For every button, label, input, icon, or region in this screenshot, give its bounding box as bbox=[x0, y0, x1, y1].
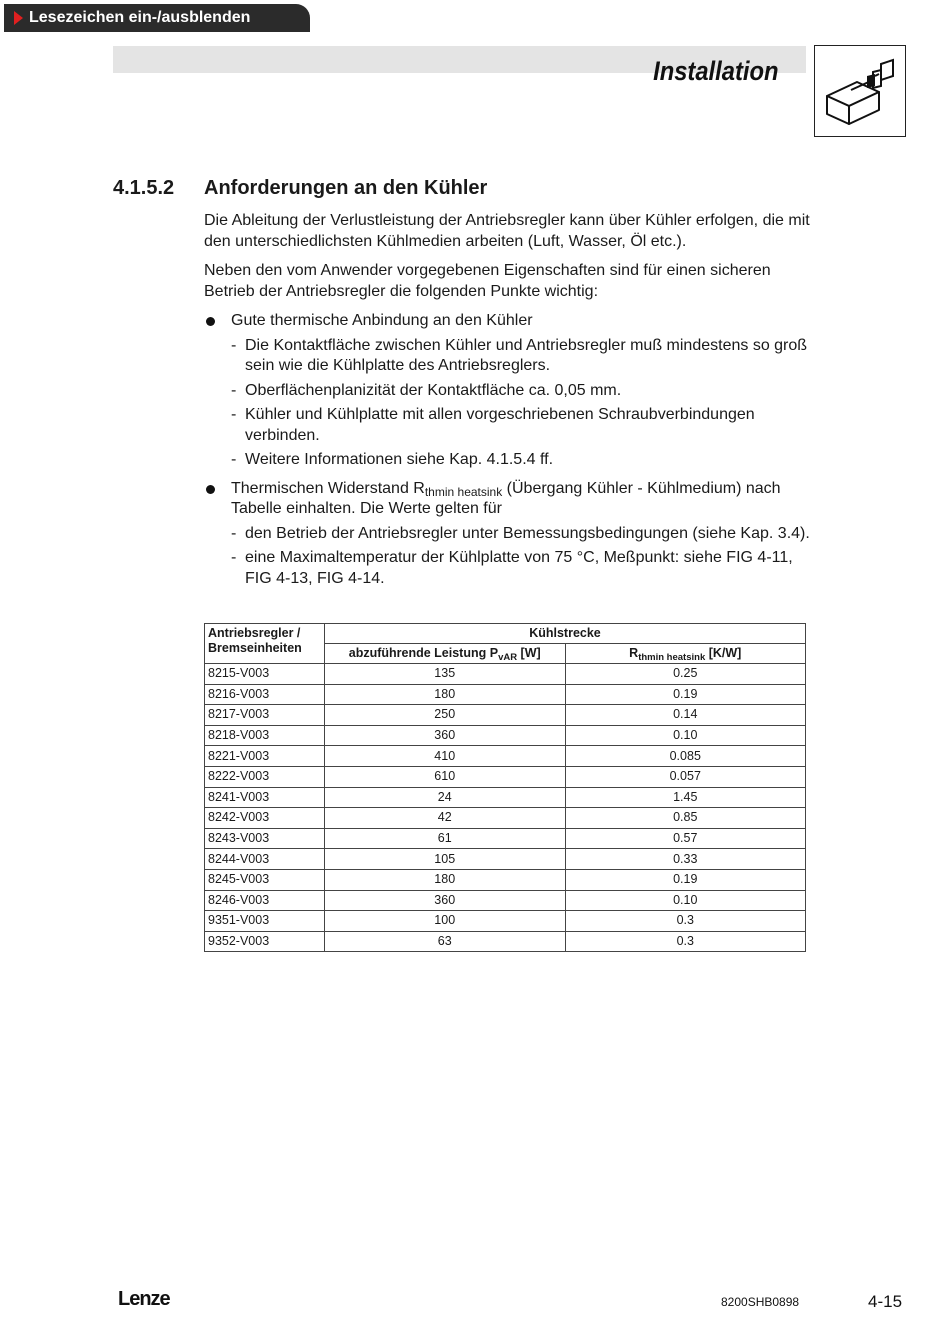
red-arrow-icon bbox=[14, 11, 23, 25]
table-row bbox=[205, 911, 806, 932]
cell-power: 180 bbox=[324, 869, 565, 890]
cell-resistance: 0.14 bbox=[565, 705, 805, 726]
cell-controller: 8221-V003 bbox=[205, 746, 325, 767]
bullet-item-2 bbox=[204, 479, 814, 520]
bullet-2-post: (Übergang Kühler - Kühlmedium) nach Tabelle einhalten. Die Werte gelten für bbox=[231, 479, 781, 517]
cell-power: 410 bbox=[324, 746, 565, 767]
list-item: - Die Kontaktfläche zwischen Kühler und Antriebsregler muß mindestens so groß sein wie die Kühlplatte des Antriebsreglers. bbox=[231, 336, 808, 374]
section-heading bbox=[113, 177, 487, 200]
cell-power: 63 bbox=[324, 931, 565, 952]
cell-power: 610 bbox=[324, 766, 565, 787]
table-header-group: Kühlstrecke bbox=[324, 624, 805, 644]
table-header-controller: Antriebsregler / Bremseinheiten bbox=[205, 624, 325, 664]
cell-resistance: 0.10 bbox=[565, 890, 805, 911]
list-item: - Weitere Informationen siehe Kap. 4.1.5.4 ff. bbox=[231, 451, 554, 468]
cell-controller: 8242-V003 bbox=[205, 808, 325, 829]
cell-controller: 8243-V003 bbox=[205, 828, 325, 849]
heatsink-table bbox=[204, 623, 806, 952]
installation-box-icon bbox=[814, 45, 906, 137]
cell-controller: 8222-V003 bbox=[205, 766, 325, 787]
table-row bbox=[205, 808, 806, 829]
document-id: 8200SHB0898 bbox=[721, 1295, 800, 1309]
lenze-logo: Lenze bbox=[118, 1288, 170, 1310]
cell-controller: 9351-V003 bbox=[205, 911, 325, 932]
bullet-dot-icon bbox=[206, 317, 215, 326]
bullet-item-1 bbox=[204, 311, 814, 332]
cell-resistance: 0.3 bbox=[565, 931, 805, 952]
table-header-power: abzuführende Leistung $P_{vAR}$ [W] bbox=[324, 644, 565, 664]
table-row bbox=[205, 869, 806, 890]
cell-resistance: 0.085 bbox=[565, 746, 805, 767]
bullet-2-subscript: thmin heatsink bbox=[424, 484, 503, 499]
table-row bbox=[205, 849, 806, 870]
paragraph-2: Neben den vom Anwender vorgegebenen Eigenschaften sind für einen sicheren Betrieb der Antriebsregler die folgenden Punkte wichtig: bbox=[204, 262, 771, 300]
table-row bbox=[205, 766, 806, 787]
bullet-1-sublist bbox=[204, 336, 814, 471]
table-row bbox=[205, 931, 806, 952]
cell-resistance: 0.3 bbox=[565, 911, 805, 932]
cell-resistance: 0.19 bbox=[565, 869, 805, 890]
bookmark-toggle-button[interactable] bbox=[4, 4, 310, 32]
cell-power: 250 bbox=[324, 705, 565, 726]
table-row bbox=[205, 890, 806, 911]
cell-controller: 8217-V003 bbox=[205, 705, 325, 726]
bullet-1-text: Gute thermische Anbindung an den Kühler bbox=[231, 312, 533, 329]
cell-controller: 8216-V003 bbox=[205, 684, 325, 705]
cell-controller: 8241-V003 bbox=[205, 787, 325, 808]
cell-power: 100 bbox=[324, 911, 565, 932]
header-title: Installation bbox=[653, 56, 779, 86]
list-item: - eine Maximaltemperatur der Kühlplatte von 75 °C, Meßpunkt: siehe FIG 4-11, FIG 4-13, FIG 4-14. bbox=[231, 549, 793, 587]
cell-resistance: 0.19 bbox=[565, 684, 805, 705]
page-number: 4-15 bbox=[868, 1292, 903, 1311]
cell-resistance: 0.57 bbox=[565, 828, 805, 849]
section-title: Anforderungen an den Kühler bbox=[204, 177, 488, 199]
table-row bbox=[205, 664, 806, 685]
cell-controller: 8218-V003 bbox=[205, 725, 325, 746]
list-item: - den Betrieb der Antriebsregler unter Bemessungsbedingungen (siehe Kap. 3.4). bbox=[231, 524, 810, 542]
table-row bbox=[205, 746, 806, 767]
table-row bbox=[205, 705, 806, 726]
bullet-dot-icon bbox=[206, 485, 215, 494]
cell-resistance: 0.33 bbox=[565, 849, 805, 870]
cell-power: 24 bbox=[324, 787, 565, 808]
cell-power: 360 bbox=[324, 725, 565, 746]
cell-controller: 8244-V003 bbox=[205, 849, 325, 870]
cell-resistance: 0.25 bbox=[565, 664, 805, 685]
list-item: - Kühler und Kühlplatte mit allen vorgeschriebenen Schraubverbindungen verbinden. bbox=[231, 406, 755, 444]
cell-controller: 9352-V003 bbox=[205, 931, 325, 952]
bullet-2-sublist bbox=[204, 524, 814, 590]
cell-controller: 8245-V003 bbox=[205, 869, 325, 890]
table-header-resistance: $R_{thmin heatsink}$ [K/W] bbox=[565, 644, 805, 664]
section-number: 4.1.5.2 bbox=[113, 177, 175, 199]
cell-power: 135 bbox=[324, 664, 565, 685]
paragraph-1: Die Ableitung der Verlustleistung der Antriebsregler kann über Kühler erfolgen, die mit den unterschiedlichsten Kühlmedien arbeiten (Luft, Wasser, Öl etc.). bbox=[204, 212, 810, 250]
cell-power: 61 bbox=[324, 828, 565, 849]
list-item: - Oberflächenplanizität der Kontaktfläche ca. 0,05 mm. bbox=[231, 381, 622, 399]
cell-power: 105 bbox=[324, 849, 565, 870]
cell-resistance: 0.10 bbox=[565, 725, 805, 746]
table-row bbox=[205, 787, 806, 808]
cell-resistance: 1.45 bbox=[565, 787, 805, 808]
cell-power: 42 bbox=[324, 808, 565, 829]
table-body bbox=[205, 664, 806, 952]
table-row bbox=[205, 684, 806, 705]
table-row bbox=[205, 725, 806, 746]
cell-power: 180 bbox=[324, 684, 565, 705]
bullet-2-pre: Thermischen Widerstand R bbox=[231, 479, 425, 497]
cell-controller: 8246-V003 bbox=[205, 890, 325, 911]
cell-resistance: 0.85 bbox=[565, 808, 805, 829]
cell-controller: 8215-V003 bbox=[205, 664, 325, 685]
table-row bbox=[205, 828, 806, 849]
bookmark-toggle-label: Lesezeichen ein-/ausblenden bbox=[29, 9, 251, 26]
body-content bbox=[204, 211, 814, 597]
cell-power: 360 bbox=[324, 890, 565, 911]
cell-resistance: 0.057 bbox=[565, 766, 805, 787]
